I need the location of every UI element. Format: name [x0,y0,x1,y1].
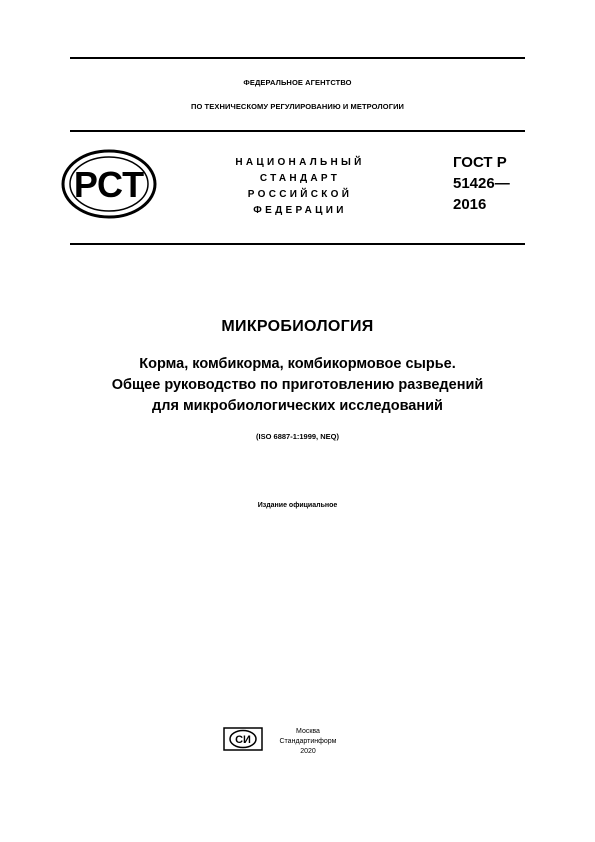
edition-label: Издание официальное [257,502,338,509]
rst-logo-letters: РСТ [73,164,145,205]
gost-line-3: 2016 [453,196,487,213]
national-standard-block [205,155,395,219]
agency-rule [70,130,525,132]
publisher-name: Стандартинформ [279,738,337,745]
national-line-4: ФЕДЕРАЦИИ [253,205,347,216]
subtitle-line-3: для микробиологических исследований [152,398,443,414]
top-rule [70,57,525,59]
iso-reference: (ISO 6887-1:1999, NEQ) [256,432,339,441]
gost-number-block [453,152,510,215]
document-title: МИКРОБИОЛОГИЯ [221,318,374,335]
subtitle-line-1: Корма, комбикорма, комбикормовое сырье. [139,356,456,372]
national-line-2: СТАНДАРТ [259,173,341,184]
gost-line-1: ГОСТ Р [453,154,507,171]
publisher-logo [223,727,263,751]
rst-logo-icon [60,148,158,220]
gost-line-2: 51426— [453,175,510,192]
header-rule [70,243,525,245]
rst-logo [60,148,158,220]
publisher-year: 2020 [300,748,316,755]
publisher-logo-letters: СИ [235,734,251,746]
document-subtitle [70,354,525,417]
agency-line-2: ПО ТЕХНИЧЕСКОМУ РЕГУЛИРОВАНИЮ И МЕТРОЛОГИИ [190,102,405,111]
publisher-block [258,727,358,757]
national-line-1: НАЦИОНАЛЬНЫЙ [235,157,365,168]
publisher-city: Москва [296,728,320,735]
subtitle-line-2: Общее руководство по приготовлению разведений [111,377,484,393]
national-line-3: РОССИЙСКОЙ [247,189,353,200]
agency-line-1: ФЕДЕРАЛЬНОЕ АГЕНТСТВО [243,78,352,87]
publisher-logo-icon [223,727,263,751]
